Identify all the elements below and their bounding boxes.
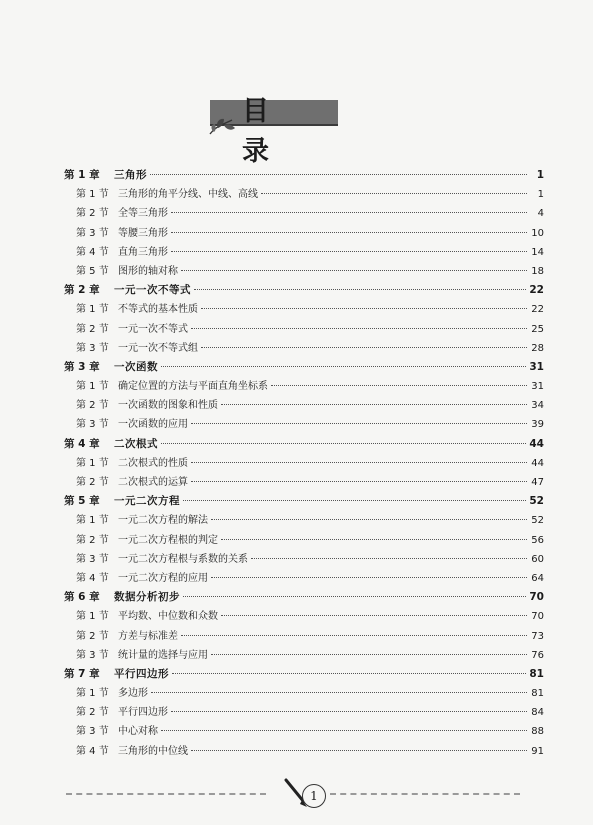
page-title: 目 录 (242, 96, 281, 167)
toc-entry-page: 22 (531, 304, 544, 316)
dot-leader (171, 231, 527, 233)
dot-leader (171, 211, 527, 213)
toc-entry-title: 一元一次不等式组 (118, 342, 198, 354)
toc-section-row[interactable] (64, 569, 544, 588)
footer-divider-left (66, 793, 266, 795)
toc-entry-page: 39 (531, 419, 544, 431)
toc-section-row[interactable] (64, 473, 544, 492)
dot-leader (221, 403, 527, 405)
toc-entry-number: 第 2 章 (64, 284, 100, 297)
toc-section-row[interactable] (64, 511, 544, 530)
dot-leader (261, 192, 527, 194)
toc-entry-number: 第 3 节 (76, 726, 109, 738)
toc-section-row[interactable] (64, 415, 544, 434)
toc-entry-page: 10 (531, 227, 544, 239)
toc-entry-title: 图形的轴对称 (118, 265, 178, 277)
toc-section-row[interactable] (64, 224, 544, 243)
dot-leader (211, 653, 527, 655)
dot-leader (181, 269, 527, 271)
dot-leader (181, 634, 527, 636)
toc-entry-title: 三角形的角平分线、中线、高线 (118, 189, 258, 201)
toc-entry-number: 第 1 节 (76, 611, 109, 623)
toc-entry-page: 28 (531, 342, 544, 354)
toc-entry-page: 22 (529, 284, 544, 297)
toc-entry-number: 第 2 节 (76, 630, 109, 642)
toc-chapter-row[interactable] (64, 665, 544, 684)
toc-entry-title: 一次函数 (114, 360, 158, 373)
toc-entry-number: 第 3 章 (64, 360, 100, 373)
toc-entry-title: 三角形的中位线 (118, 745, 188, 757)
toc-entry-number: 第 6 章 (64, 591, 100, 604)
toc-entry-number: 第 1 节 (76, 189, 109, 201)
toc-entry-page: 84 (531, 707, 544, 719)
dot-leader (191, 327, 527, 329)
dot-leader (183, 499, 526, 501)
toc-entry-title: 不等式的基本性质 (118, 304, 198, 316)
toc-entry-number: 第 7 章 (64, 667, 100, 680)
toc-entry-page: 52 (529, 495, 544, 508)
toc-entry-title: 一次函数的图象和性质 (118, 400, 218, 412)
table-of-contents (64, 166, 544, 761)
toc-entry-number: 第 2 节 (76, 477, 109, 488)
toc-entry-number: 第 3 节 (76, 342, 109, 354)
toc-entry-page: 34 (531, 400, 544, 412)
dot-leader (211, 576, 527, 578)
toc-entry-number: 第 2 节 (76, 208, 109, 220)
dot-leader (172, 672, 526, 674)
toc-section-row[interactable] (64, 339, 544, 358)
toc-entry-page: 44 (529, 437, 544, 450)
toc-entry-page: 18 (531, 265, 544, 277)
toc-entry-page: 88 (531, 726, 544, 738)
toc-entry-title: 统计量的选择与应用 (118, 649, 208, 661)
toc-entry-title: 一元二次方程的解法 (118, 515, 208, 527)
toc-entry-title: 确定位置的方法与平面直角坐标系 (118, 381, 268, 393)
toc-entry-title: 三角形 (114, 169, 147, 181)
dot-leader (161, 442, 526, 444)
toc-entry-title: 一元二次方程根的判定 (118, 534, 218, 546)
toc-entry-title: 一元二次方程根与系数的关系 (118, 553, 248, 565)
toc-entry-title: 二次根式的运算 (118, 477, 188, 488)
dot-leader (191, 461, 527, 463)
toc-entry-number: 第 3 节 (76, 227, 109, 239)
toc-entry-number: 第 5 节 (76, 265, 109, 277)
toc-entry-number: 第 1 章 (64, 169, 100, 181)
toc-section-row[interactable] (64, 300, 544, 319)
toc-entry-number: 第 2 节 (76, 323, 109, 335)
toc-entry-title: 平行四边形 (118, 707, 168, 719)
toc-entry-page: 1 (536, 169, 544, 181)
toc-entry-title: 中心对称 (118, 726, 158, 738)
toc-section-row[interactable] (64, 646, 544, 665)
toc-section-row[interactable] (64, 703, 544, 722)
toc-chapter-row[interactable] (64, 492, 544, 511)
toc-entry-title: 一元一次不等式 (118, 323, 188, 335)
toc-entry-page: 25 (531, 323, 544, 335)
toc-entry-page: 31 (531, 381, 544, 393)
toc-entry-page: 91 (531, 745, 544, 757)
dot-leader (191, 422, 527, 424)
toc-section-row[interactable] (64, 262, 544, 281)
toc-entry-number: 第 3 节 (76, 419, 109, 431)
toc-section-row[interactable] (64, 684, 544, 703)
toc-entry-title: 平行四边形 (114, 667, 169, 680)
leaf-ornament-icon (206, 112, 246, 142)
dot-leader (171, 710, 527, 712)
page-number: 1 (302, 784, 326, 808)
toc-entry-title: 一次函数的应用 (118, 419, 188, 431)
toc-entry-title: 多边形 (118, 688, 148, 700)
toc-entry-number: 第 3 节 (76, 649, 109, 661)
toc-entry-title: 数据分析初步 (114, 591, 180, 604)
toc-entry-number: 第 1 节 (76, 688, 109, 700)
toc-chapter-row[interactable] (64, 166, 544, 185)
toc-entry-page: 1 (537, 189, 544, 201)
toc-entry-page: 47 (531, 477, 544, 488)
dot-leader (171, 250, 527, 252)
dot-leader (221, 614, 527, 616)
toc-section-row[interactable] (64, 454, 544, 473)
toc-entry-number: 第 4 节 (76, 572, 109, 584)
toc-section-row[interactable] (64, 531, 544, 550)
toc-entry-number: 第 1 节 (76, 515, 109, 527)
toc-entry-page: 73 (531, 630, 544, 642)
toc-section-row[interactable] (64, 185, 544, 204)
toc-entry-number: 第 4 节 (76, 745, 109, 757)
dot-leader (183, 595, 526, 597)
toc-entry-title: 直角三角形 (118, 246, 168, 258)
dot-leader (151, 691, 527, 693)
toc-entry-number: 第 5 章 (64, 495, 100, 508)
dot-leader (211, 518, 527, 520)
toc-entry-number: 第 2 节 (76, 400, 109, 412)
toc-entry-page: 44 (531, 457, 544, 469)
toc-entry-page: 70 (529, 591, 544, 604)
dot-leader (201, 307, 527, 309)
toc-entry-page: 64 (531, 572, 544, 584)
toc-section-row[interactable] (64, 243, 544, 262)
dot-leader (271, 384, 527, 386)
toc-section-row[interactable] (64, 396, 544, 415)
toc-chapter-row[interactable] (64, 588, 544, 607)
toc-chapter-row[interactable] (64, 435, 544, 454)
footer-divider-right (330, 793, 520, 795)
dot-leader (191, 749, 527, 751)
dot-leader (194, 288, 526, 290)
toc-section-row[interactable] (64, 607, 544, 626)
toc-entry-page: 60 (531, 553, 544, 565)
toc-entry-title: 二次根式的性质 (118, 457, 188, 469)
toc-entry-page: 31 (529, 360, 544, 373)
toc-chapter-row[interactable] (64, 281, 544, 300)
toc-entry-title: 二次根式 (114, 437, 158, 450)
toc-entry-title: 全等三角形 (118, 208, 168, 220)
dot-leader (161, 365, 526, 367)
toc-section-row[interactable] (64, 204, 544, 223)
dot-leader (150, 173, 527, 175)
toc-entry-number: 第 1 节 (76, 457, 109, 469)
toc-entry-title: 一元二次方程 (114, 495, 180, 508)
dot-leader (201, 346, 527, 348)
toc-entry-number: 第 1 节 (76, 304, 109, 316)
toc-entry-title: 一元二次方程的应用 (118, 572, 208, 584)
toc-entry-page: 4 (537, 208, 544, 220)
toc-section-row[interactable] (64, 742, 544, 761)
toc-entry-page: 70 (531, 611, 544, 623)
toc-section-row[interactable] (64, 627, 544, 646)
toc-entry-number: 第 2 节 (76, 707, 109, 719)
toc-section-row[interactable] (64, 550, 544, 569)
toc-entry-number: 第 1 节 (76, 381, 109, 393)
dot-leader (251, 557, 527, 559)
toc-entry-title: 平均数、中位数和众数 (118, 611, 218, 623)
dot-leader (221, 538, 527, 540)
toc-entry-page: 76 (531, 649, 544, 661)
dot-leader (161, 729, 527, 731)
dot-leader (191, 480, 527, 482)
toc-entry-page: 14 (531, 246, 544, 258)
toc-entry-number: 第 2 节 (76, 534, 109, 546)
toc-entry-title: 等腰三角形 (118, 227, 168, 239)
toc-entry-title: 一元一次不等式 (114, 284, 191, 297)
toc-entry-page: 52 (531, 515, 544, 527)
toc-entry-page: 81 (529, 667, 544, 680)
toc-entry-number: 第 3 节 (76, 553, 109, 565)
toc-entry-number: 第 4 节 (76, 246, 109, 258)
toc-chapter-row[interactable] (64, 358, 544, 377)
toc-entry-title: 方差与标准差 (118, 630, 178, 642)
toc-section-row[interactable] (64, 722, 544, 741)
toc-section-row[interactable] (64, 320, 544, 339)
toc-entry-page: 56 (531, 534, 544, 546)
toc-entry-number: 第 4 章 (64, 437, 100, 450)
toc-entry-page: 81 (531, 688, 544, 700)
toc-section-row[interactable] (64, 377, 544, 396)
page-number-badge (280, 776, 330, 810)
